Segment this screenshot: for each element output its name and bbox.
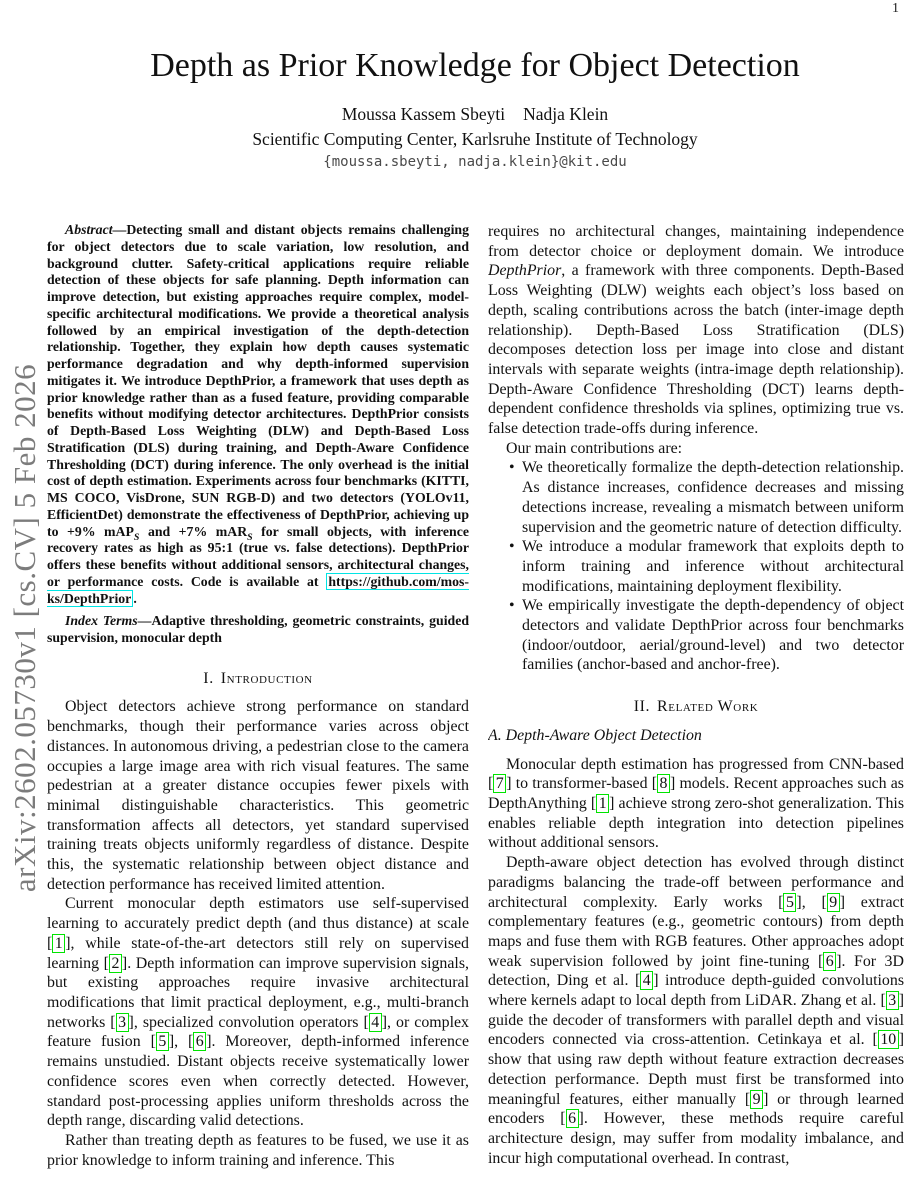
bullet-icon: •	[509, 459, 515, 477]
list-item	[488, 537, 904, 596]
two-column-body	[47, 222, 904, 1200]
citation-link-4[interactable]: [ 4 ]	[363, 1013, 388, 1031]
citation-link-6[interactable]: [ 6 ]	[817, 952, 842, 970]
intro-paragraph-1: Object detectors achieve strong performance on standard benchmarks, though their performance varies across object distances. In autonomous driving, a pedestrian close to the camera occupies a large image area with rich visual features. The same pedestrian at a greater distance occupies fewer pixels with minimal distinguishable characteristics. This geometric transformation affects all detectors, yet standard supervised training treats objects uniformly regardless of distance. Despite this, the systematic relationship between object distance and detection performance has received limited attention.	[47, 698, 469, 893]
index-terms: Index Terms—Adaptive thresholding, geometric constraints, guided supervision, monocular depth	[47, 613, 469, 645]
citation-link-2[interactable]: [ 2 ]	[103, 954, 128, 972]
citation-link-8[interactable]: [ 8 ]	[651, 775, 676, 793]
subsection-heading-depth-aware-detection: A. Depth-Aware Object Detection	[488, 726, 702, 744]
citation-link-4[interactable]: [ 4 ]	[634, 972, 659, 990]
list-item	[488, 458, 904, 537]
section-heading-related-work: II. Related Work	[633, 698, 759, 716]
column-right	[488, 222, 904, 1200]
intro-paragraph-3-continued: requires no architectural changes, maintaining independence from detector choice or deployment domain. We introduce DepthPrior, a framework with three components. Depth-Based Loss Weighting (DLW) weights each object’s loss based on depth, scaling contributions across the batch (inter-image depth relationship). Depth-Based Loss Stratification (DLS) decomposes detection loss per image into close and distant intervals with separate weights (intra-image depth relationship). Depth-Aware Confidence Thresholding (DCT) learns depth-dependent confidence thresholds via splines, optimizing true vs. false detection trade-offs during inference.	[488, 223, 904, 438]
citation-link-3[interactable]: [ 3 ]	[880, 992, 904, 1010]
citation-link-6[interactable]: [ 6 ]	[560, 1110, 584, 1128]
list-item-text: We empirically investigate the depth-dependency of object detectors and validate DepthPrior across four benchmarks (indoor/outdoor, aerial/ground-level) and two detector families (anchor-based and anchor-free).	[522, 597, 904, 674]
list-item-text: We introduce a modular framework that exploits depth to inform training and inference without architectural modifications, maintaining deployment flexibility.	[522, 538, 904, 595]
citation-link-1[interactable]: [ 1 ]	[590, 794, 615, 812]
list-item-text: We theoretically formalize the depth-detection relationship. As distance increases, confidence decreases and missing detections increase, revealing a mismatch between uniform supervision and the geometric nature of detection difficulty.	[522, 459, 904, 536]
citation-link-6[interactable]: [ 6 ]	[187, 1033, 212, 1051]
contributions-list	[488, 458, 904, 675]
contributions-lead: Our main contributions are:	[506, 439, 683, 457]
paper-header	[47, 0, 903, 170]
citation-link-1[interactable]: [ 1 ]	[47, 934, 71, 952]
citation-link-9[interactable]: [ 9 ]	[744, 1090, 769, 1108]
paper-title: Depth as Prior Knowledge for Object Detection	[150, 47, 800, 84]
bullet-icon: •	[509, 597, 515, 615]
related-work-paragraph-1: Monocular depth estimation has progressed from CNN-based [ 7 ] to transformer-based [ 8 ] models. Recent approaches such as DepthAnything [ 1 ] achieve strong zero-shot generalization. This enables reliable depth integration into detection pipelines without additional sensors.	[488, 755, 904, 852]
related-work-paragraph-2: Depth-aware object detection has evolved through distinct paradigms balancing the trade-off between performance and architectural complexity. Early works [ 5 ], [ 9 ] extract complementary features (e.g., geometric contours) from depth maps and fuse them with RGB features. Other approaches adopt weak supervision followed by joint fine-tuning [ 6 ]. For 3D detection, Ding et al. [ 4 ] introduce depth-guided convolutions where kernels adapt to local depth from LiDAR. Zhang et al. [ 3 ] guide the decoder of transformers with parallel depth and visual encoders connected via cross-attention. Cetinkaya et al. [ 10 ] show that using raw depth without feature extraction decreases detection performance. Depth must first be transformed into meaningful features, either manually [ 9 ] or through learned encoders [ 6 ]. However, these methods require careful architecture design, may suffer from modality imbalance, and incur high computational overhead. In contrast,	[488, 854, 904, 1167]
author-name: Moussa Kassem Sbeyti	[341, 104, 506, 125]
citation-link-9[interactable]: [ 9 ]	[821, 893, 845, 911]
citation-link-5[interactable]: [ 5 ]	[150, 1033, 175, 1051]
citation-link-3[interactable]: [ 3 ]	[110, 1013, 134, 1031]
paper-authors	[47, 104, 903, 125]
author-emails: {moussa.sbeyti, nadja.klein}@kit.edu	[323, 154, 627, 171]
citation-link-5[interactable]: [ 5 ]	[778, 893, 802, 911]
page-number: 1	[892, 1, 899, 16]
code-repository-link[interactable]: https://github.com/mos-ks/DepthPrior	[47, 573, 469, 606]
intro-paragraph-3: Rather than treating depth as features to be fused, we use it as prior knowledge to inform training and inference. This	[47, 1131, 469, 1169]
column-left	[47, 222, 469, 1200]
citation-link-10[interactable]: [ 10 ]	[872, 1031, 904, 1049]
list-item	[488, 596, 904, 675]
arxiv-stamp: arXiv:2602.05730v1 [cs.CV] 5 Feb 2026	[7, 363, 42, 893]
citation-link-7[interactable]: [ 7 ]	[488, 775, 512, 793]
paper-affiliation: Scientific Computing Center, Karlsruhe Institute of Technology	[252, 129, 698, 150]
author-name: Nadja Klein	[523, 104, 609, 125]
bullet-icon: •	[509, 538, 515, 556]
section-heading-introduction: I. Introduction	[203, 669, 313, 687]
abstract: Abstract—Detecting small and distant objects remains challenging for object detectors due to scale variation, low resolution, and background clutter. Safety-critical applications require reliable detection of these objects for safe planning. Depth information can improve detection, but existing approaches require complex, model-specific architectural modifications. We provide a theoretical analysis followed by an empirical investigation of the depth-detection relationship. Together, they explain how depth causes systematic performance degradation and why depth-informed supervision mitigates it. We introduce DepthPrior, a framework that uses depth as prior knowledge rather than as a fused feature, providing comparable benefits without modifying detector architectures. DepthPrior consists of Depth-Based Loss Weighting (DLW) and Depth-Based Loss Stratification (DLS) during training, and Depth-Aware Confidence Thresholding (DCT) during inference. The only overhead is the initial cost of depth estimation. Experiments across four benchmarks (KITTI, MS COCO, VisDrone, SUN RGB-D) and two detectors (YOLOv11, EfficientDet) demonstrate the effectiveness of DepthPrior, achieving up to +9% mAP$_S$ and +7% mAR$_S$ for small objects, with inference recovery rates as high as 95:1 (true vs. false detections). DepthPrior offers these benefits without additional sensors, architectural changes, or performance costs. Code is available at https://github.com/mos-ks/DepthPrior .	[47, 222, 469, 606]
intro-paragraph-2: Current monocular depth estimators use self-supervised learning to accurately predict depth (and thus distance) at scale [ 1 ], while state-of-the-art detectors still rely on supervised learning [ 2 ]. Depth information can improve supervision signals, but existing approaches require invasive architectural modifications that limit practical deployment, e.g., multi-branch networks [ 3 ], specialized convolution operators [ 4 ], or complex feature fusion [ 5 ], [ 6 ]. Moreover, depth-informed inference remains unstudied. Distant objects receive systematically lower confidence scores even when correctly detected. However, standard post-processing applies uniform thresholds across the depth range, discarding valid detections.	[47, 895, 469, 1130]
